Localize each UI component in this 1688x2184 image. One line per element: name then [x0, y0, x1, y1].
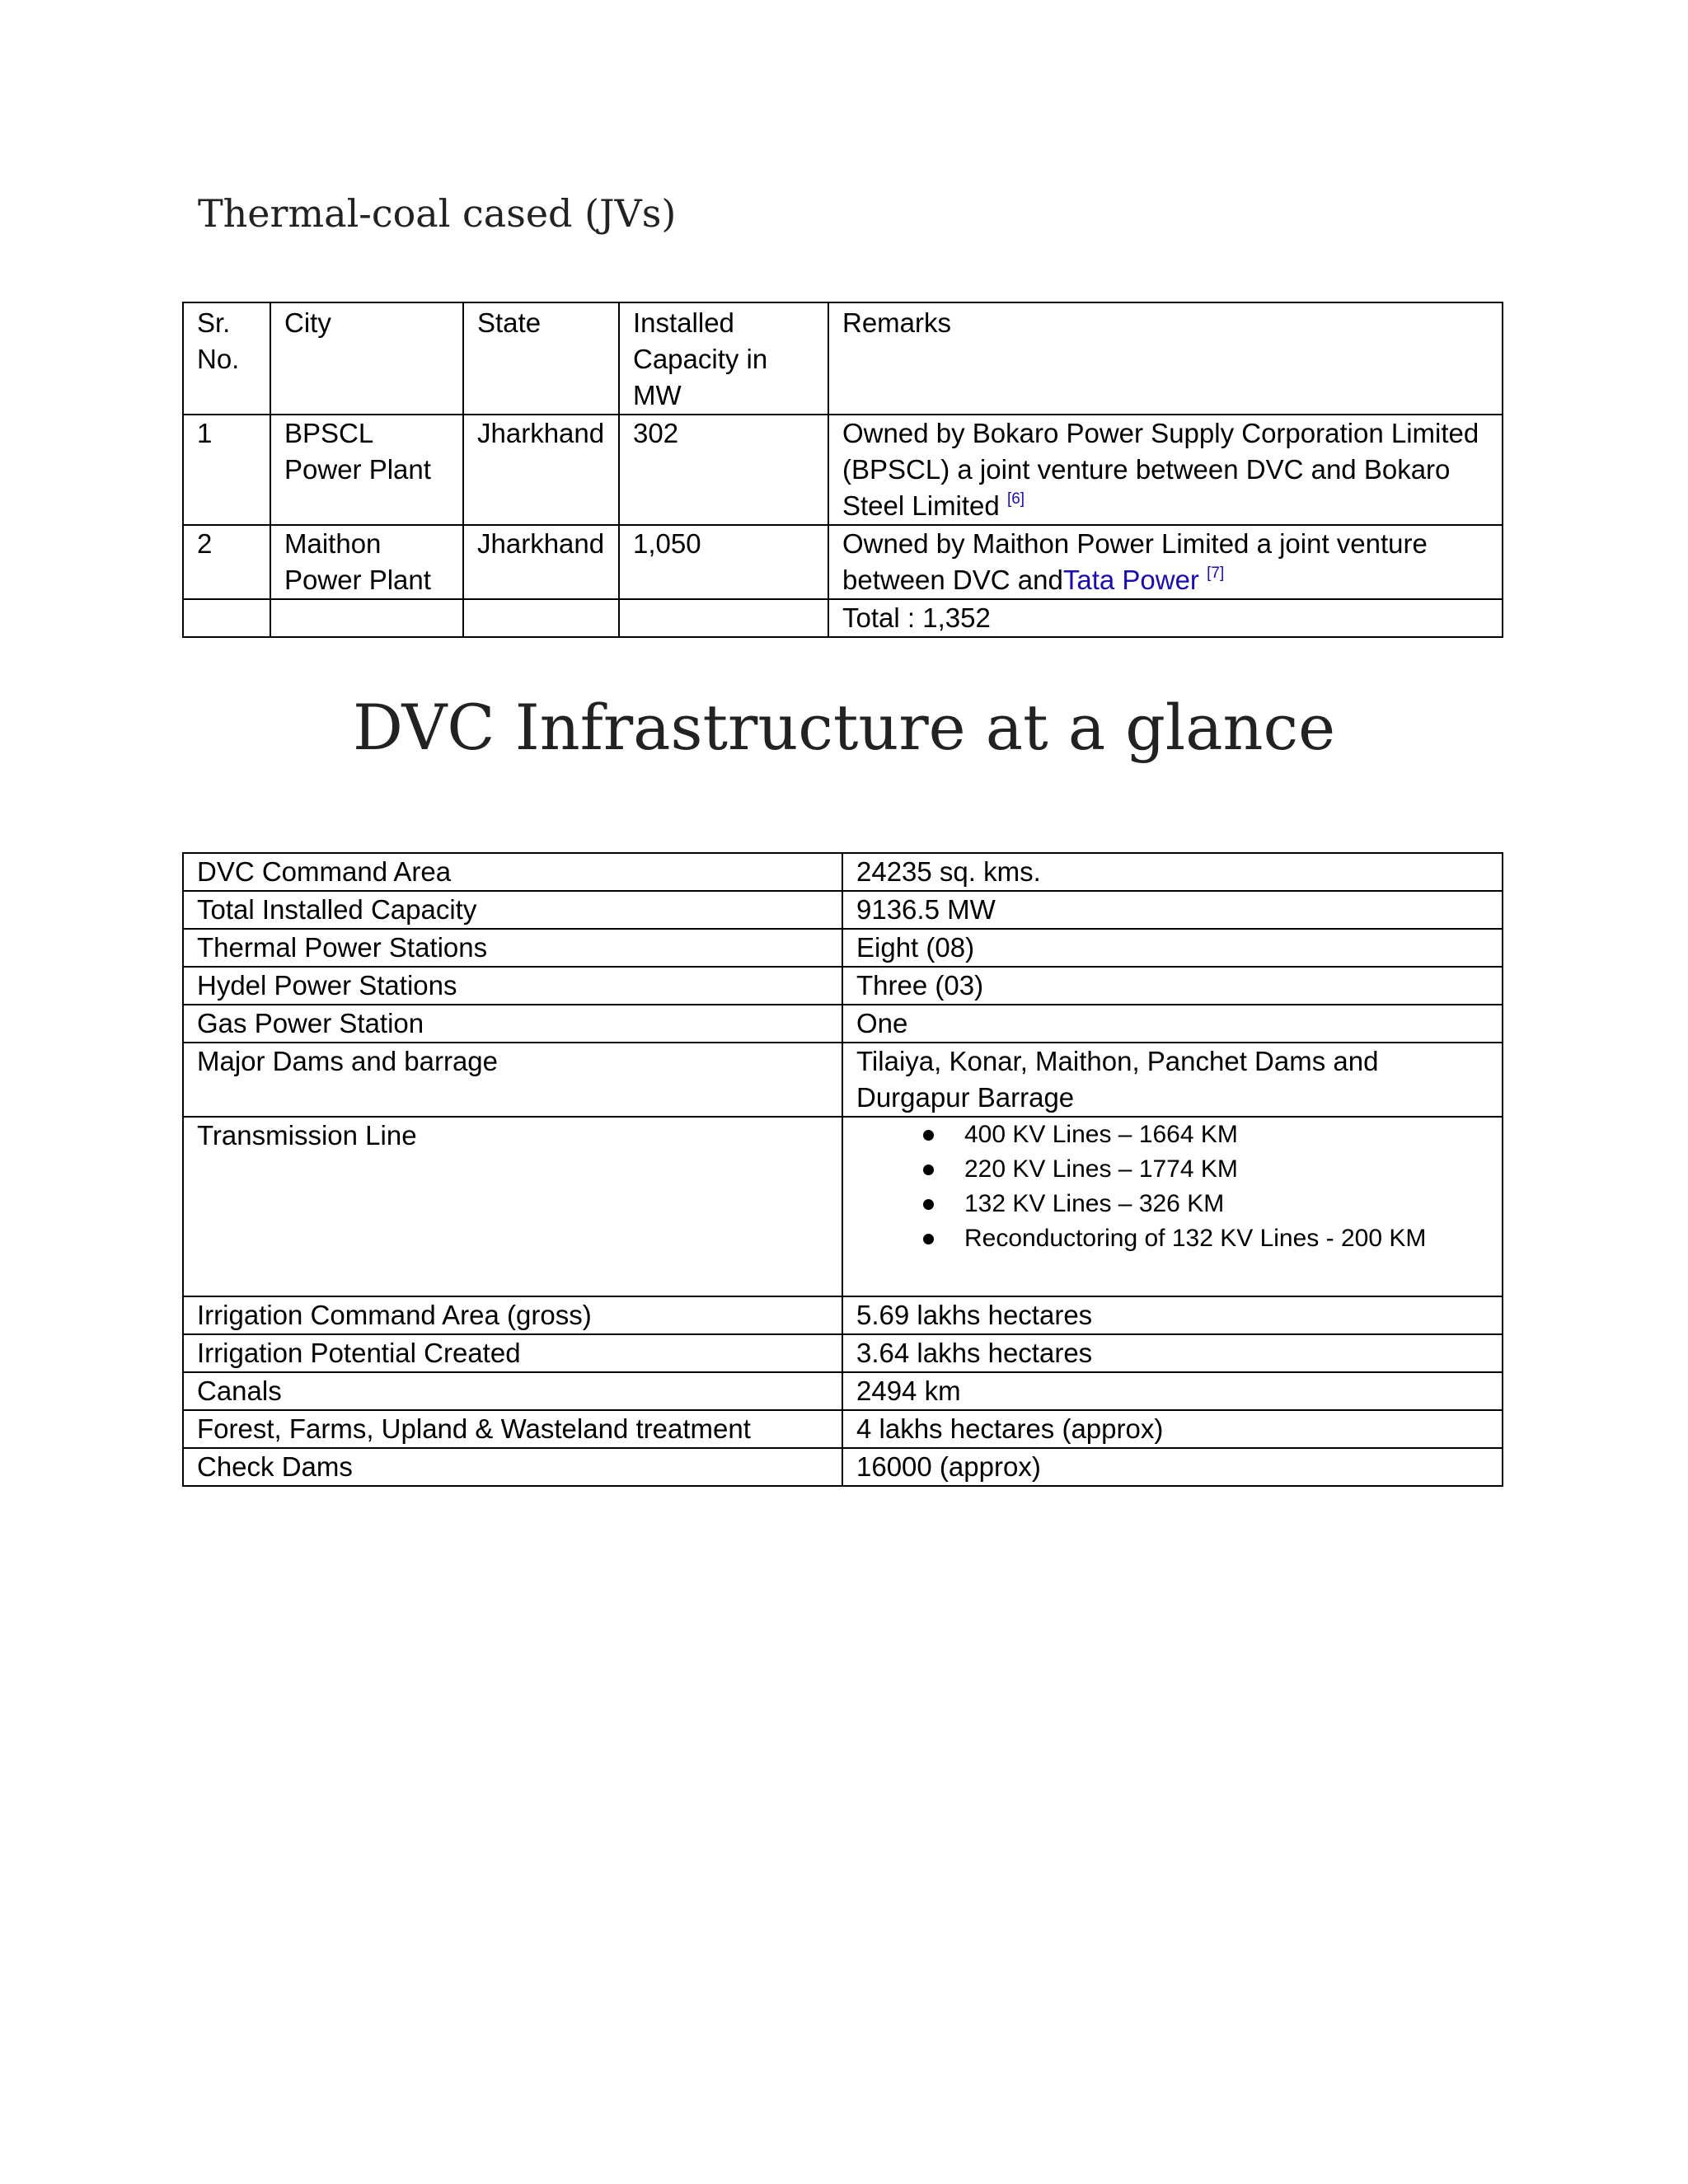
cell-remarks: [828, 415, 1503, 525]
remarks-text: Owned by Maithon Power Limited a joint venture between DVC and: [842, 528, 1428, 595]
row-value: 16000 (approx): [842, 1448, 1503, 1486]
row-value: One: [842, 1005, 1503, 1043]
table-row: [183, 1296, 1503, 1334]
cell-empty: [183, 599, 270, 637]
table-row: [183, 1005, 1503, 1043]
cell-empty: [619, 599, 828, 637]
table-row: [183, 967, 1503, 1005]
cell-empty: [270, 599, 463, 637]
header-sr-no: Sr. No.: [183, 302, 270, 415]
row-label: Irrigation Command Area (gross): [183, 1296, 842, 1334]
header-remarks: Remarks: [828, 302, 1503, 415]
row-label: Thermal Power Stations: [183, 929, 842, 967]
table-row: [183, 415, 1503, 525]
transmission-list: [856, 1118, 1489, 1256]
row-label: Canals: [183, 1372, 842, 1410]
row-label: Check Dams: [183, 1448, 842, 1486]
header-state: State: [463, 302, 619, 415]
infrastructure-table: [182, 852, 1503, 1487]
remarks-text: Owned by Bokaro Power Supply Corporation Limited (BPSCL) a joint venture between DVC and Bokaro Steel Limited: [842, 418, 1479, 521]
cell-remarks: [828, 525, 1503, 599]
row-label: Forest, Farms, Upland & Wasteland treatment: [183, 1410, 842, 1448]
row-label: Major Dams and barrage: [183, 1043, 842, 1117]
list-item: 132 KV Lines – 326 KM: [923, 1187, 1489, 1221]
table-row: [183, 891, 1503, 929]
table-row: [183, 1372, 1503, 1410]
transmission-row: [183, 1117, 1503, 1296]
header-city: City: [270, 302, 463, 415]
cell-capacity: 1,050: [619, 525, 828, 599]
row-label: Total Installed Capacity: [183, 891, 842, 929]
list-item: 220 KV Lines – 1774 KM: [923, 1152, 1489, 1187]
reference-link-6[interactable]: [6]: [1006, 490, 1025, 508]
row-value: Three (03): [842, 967, 1503, 1005]
row-value: 24235 sq. kms.: [842, 853, 1503, 891]
cell-city: BPSCL Power Plant: [270, 415, 463, 525]
table-row: [183, 1334, 1503, 1372]
cell-city: Maithon Power Plant: [270, 525, 463, 599]
tata-power-link[interactable]: Tata Power: [1062, 565, 1199, 595]
row-value: Tilaiya, Konar, Maithon, Panchet Dams and Durgapur Barrage: [842, 1043, 1503, 1117]
row-label: Hydel Power Stations: [183, 967, 842, 1005]
table-header-row: [183, 302, 1503, 415]
cell-sr: 1: [183, 415, 270, 525]
row-label: Transmission Line: [183, 1117, 842, 1296]
row-value: 9136.5 MW: [842, 891, 1503, 929]
list-item: Reconductoring of 132 KV Lines - 200 KM: [923, 1221, 1489, 1256]
table-row: [183, 1043, 1503, 1117]
list-item: 400 KV Lines – 1664 KM: [923, 1118, 1489, 1152]
page-title: DVC Infrastructure at a glance: [352, 691, 1336, 764]
cell-state: Jharkhand: [463, 415, 619, 525]
cell-sr: 2: [183, 525, 270, 599]
transmission-list-cell: [842, 1117, 1503, 1296]
table-row: [183, 525, 1503, 599]
cell-capacity: 302: [619, 415, 828, 525]
reference-link-7[interactable]: [7]: [1207, 565, 1225, 582]
row-label: DVC Command Area: [183, 853, 842, 891]
table-row: [183, 929, 1503, 967]
total-cell: Total : 1,352: [828, 599, 1503, 637]
header-capacity: Installed Capacity in MW: [619, 302, 828, 415]
row-label: Irrigation Potential Created: [183, 1334, 842, 1372]
row-label: Gas Power Station: [183, 1005, 842, 1043]
total-row: [183, 599, 1503, 637]
row-value: 2494 km: [842, 1372, 1503, 1410]
cell-empty: [463, 599, 619, 637]
cell-state: Jharkhand: [463, 525, 619, 599]
row-value: Eight (08): [842, 929, 1503, 967]
row-value: 3.64 lakhs hectares: [842, 1334, 1503, 1372]
table-row: [183, 1448, 1503, 1486]
row-value: 4 lakhs hectares (approx): [842, 1410, 1503, 1448]
table-row: [183, 1410, 1503, 1448]
jv-thermal-table: [182, 302, 1503, 638]
row-value: 5.69 lakhs hectares: [842, 1296, 1503, 1334]
section-heading-jv: Thermal-coal cased (JVs): [198, 191, 677, 236]
table-row: [183, 853, 1503, 891]
